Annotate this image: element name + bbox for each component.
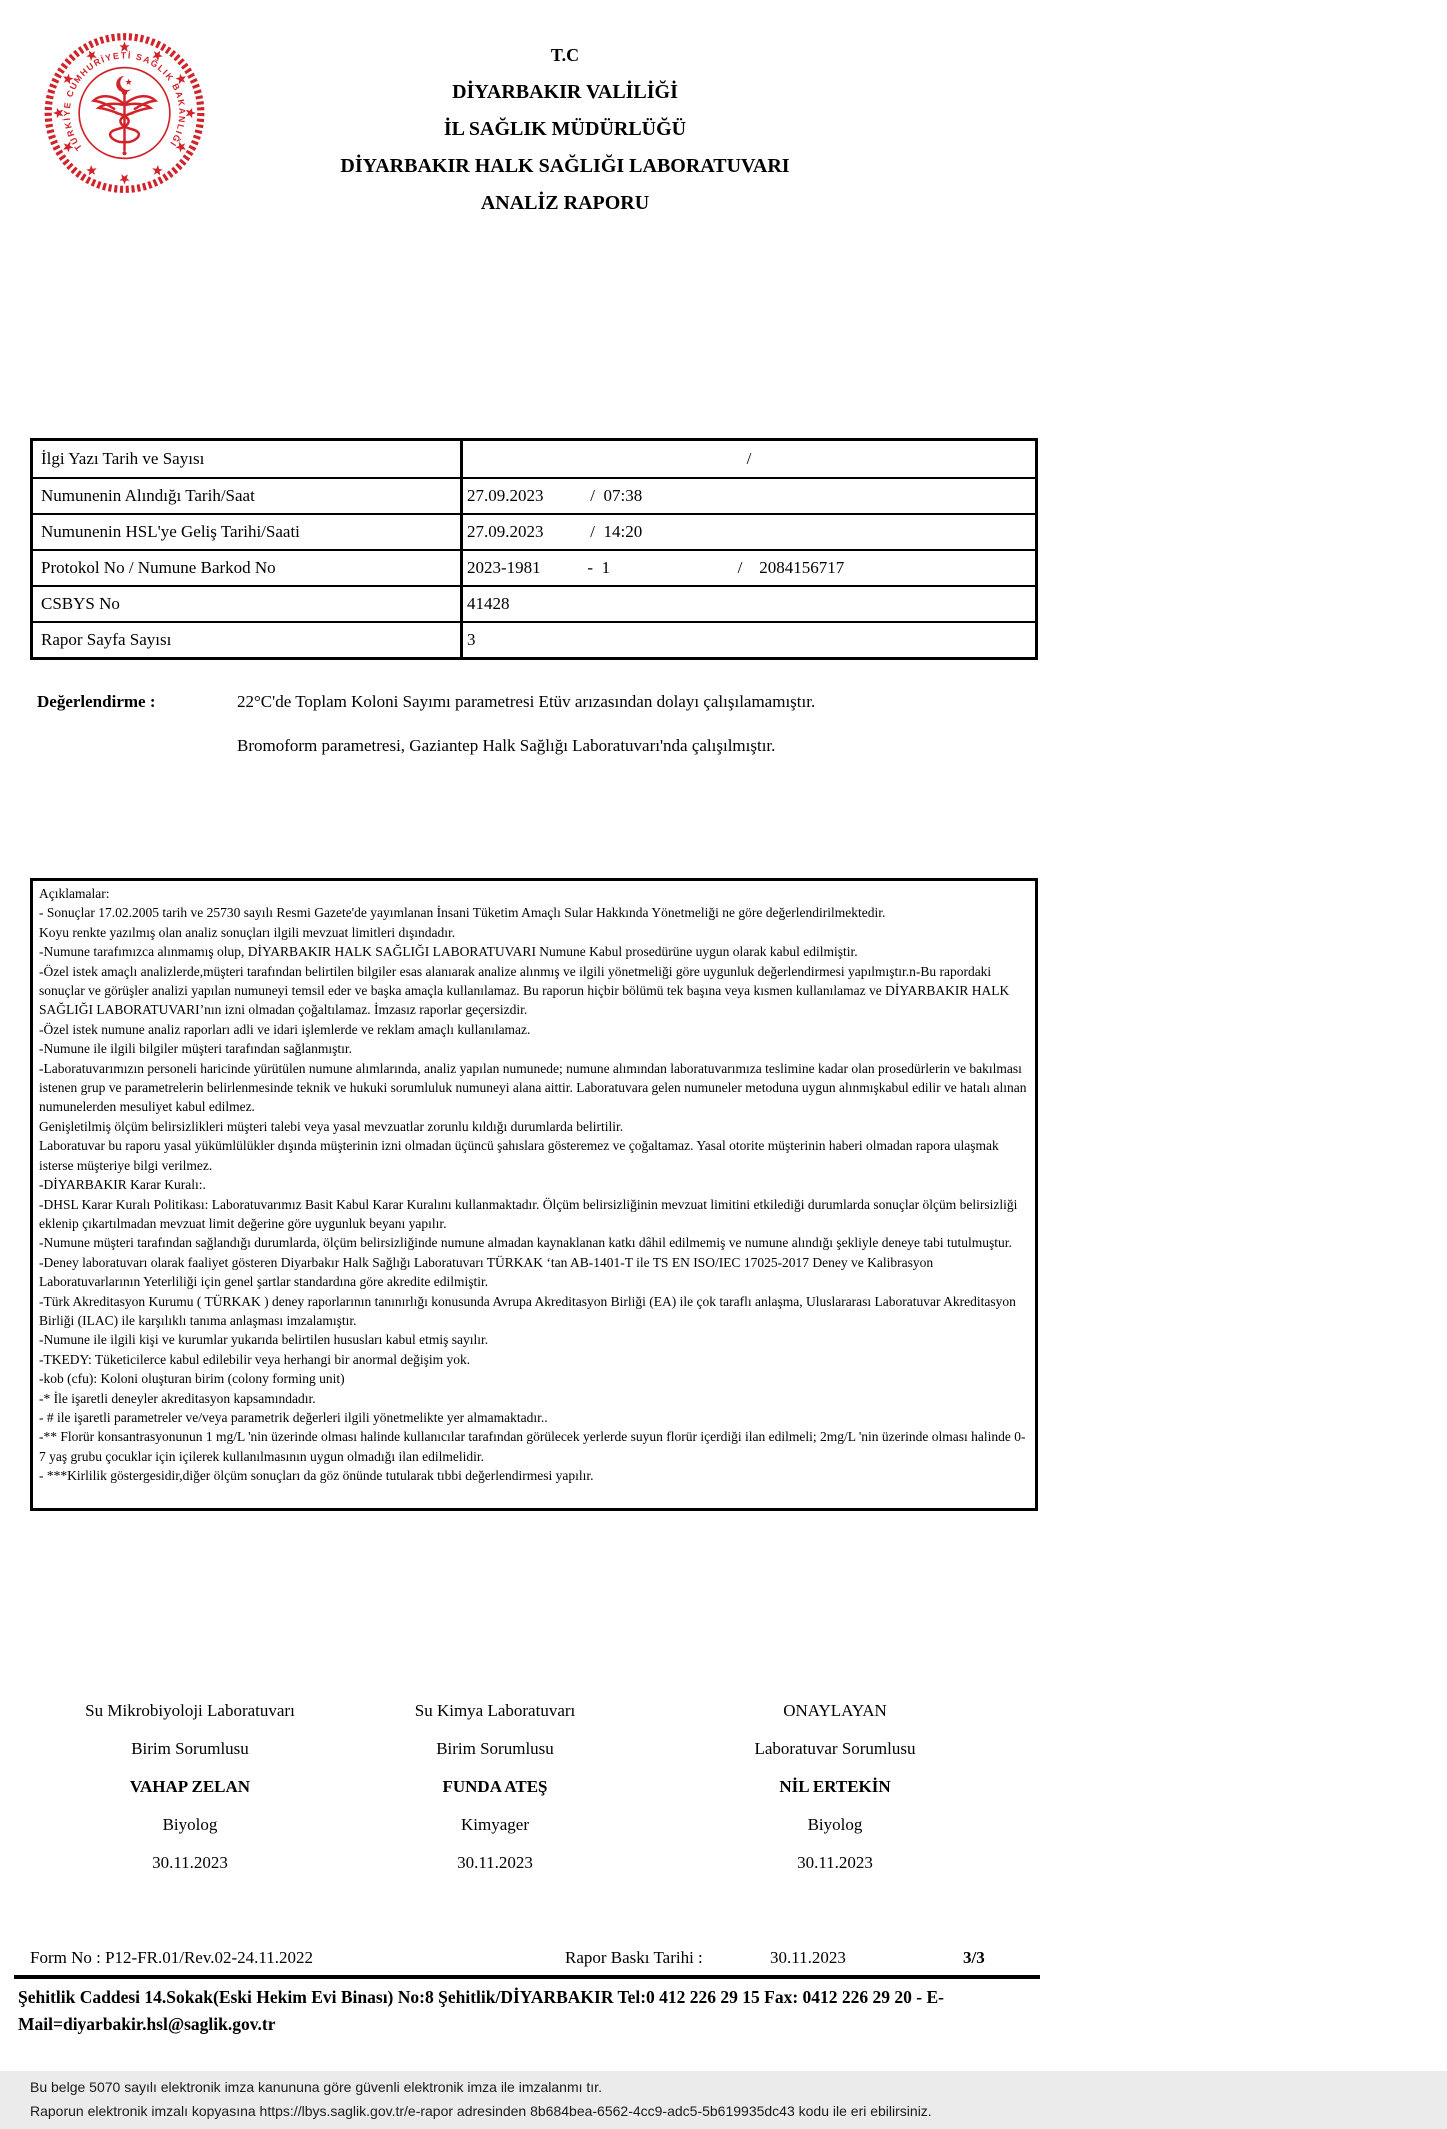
notes-title: Açıklamalar: xyxy=(39,886,110,901)
evaluation-label: Değerlendirme : xyxy=(37,692,156,711)
signature-name: NİL ERTEKİN xyxy=(779,1777,891,1796)
note-line: -** Florür konsantrasyonunun 1 mg/L 'nin üzerinde olması halinde kullanıcılar tarafından görülecek yerlerde suyun florür içerdiği ilan edilmeli; 2mg/L 'nin üzerinde olması halinde 0-7 yaş grubu çocuklar için içilerek kullanılmasının uygun olmadığı ilan edilmelidir. xyxy=(39,1429,1026,1464)
disclaimers-box xyxy=(30,878,1038,1511)
signature-unit: Su Mikrobiyoloji Laboratuvarı xyxy=(85,1701,295,1720)
footer-divider xyxy=(14,1975,1040,1979)
row-value: 27.09.2023 / 14:20 xyxy=(467,522,643,541)
signature-title: Biyolog xyxy=(807,1815,863,1834)
note-line: -Özel istek amaçlı analizlerde,müşteri tarafından belirtilen bilgiler esas alanıarak analize alınmış ve ilgili yönetmeliği göre uygunluk değerlendirmesi yapılmıştır.n-Bu rapordaki sonuçlar ve görüşler analizi yapılan numuneyi temsil eder ve başka amaçla kullanılamaz. Bu raporun hiçbir bölümü tek başına veya kısmen kullanılamaz ve DİYARBAKIR HALK SAĞLIĞI LABORATUVARI’nın izni olmadan çoğaltılamaz. İmzasız raporlar geçersizdir. xyxy=(39,963,1010,1018)
signature-title: Kimyager xyxy=(461,1815,529,1834)
note-line: -Numune ile ilgili bilgiler müşteri tarafından sağlanmıştır. xyxy=(39,1041,353,1057)
address-line-2: Mail=diyarbakir.hsl@saglik.gov.tr xyxy=(18,2014,276,2034)
signature-date: 30.11.2023 xyxy=(457,1853,533,1872)
esignature-notice-bar xyxy=(0,2071,1447,2129)
signature-role: Birim Sorumlusu xyxy=(131,1739,249,1758)
row-label: Numunenin Alındığı Tarih/Saat xyxy=(33,479,463,513)
note-line: -Numune müşteri tarafından sağlandığı durumlarda, ölçüm belirsizliğinde numune almadan kaynaklanan katkı dâhil edilmemiş ve numune alındığı şekliyle deneye tabi tutulmuştur. xyxy=(39,1235,1012,1251)
sample-info-table xyxy=(30,438,1038,660)
note-line: -Türk Akreditasyon Kurumu ( TÜRKAK ) deney raporlarının tanınırlığı konusunda Avrupa Akreditasyon Birliği (EA) ile çok taraflı anlaşma, Uluslararası Laboratuvar Akreditasyon Birliği (ILAC) ile karşılıklı tanıma anlaşması imzalamıştır. xyxy=(39,1293,1016,1328)
table-row xyxy=(33,477,1035,513)
evaluation-text-1: 22°C'de Toplam Koloni Sayımı parametresi Etüv arızasından dolayı çalışılamamıştır. xyxy=(237,692,816,711)
header-governorship: DİYARBAKIR VALİLİĞİ xyxy=(452,81,678,103)
note-line: -DİYARBAKIR Karar Kuralı:. xyxy=(39,1177,206,1193)
signature-block-microbiology xyxy=(25,1694,355,1884)
signature-title: Biyolog xyxy=(162,1815,218,1834)
footer-meta-row xyxy=(0,1948,1447,1972)
row-value: / xyxy=(746,449,752,468)
table-row xyxy=(33,621,1035,657)
print-date-value: 30.11.2023 xyxy=(770,1948,846,1967)
signature-date: 30.11.2023 xyxy=(797,1853,873,1872)
note-line: -Laboratuvarımızın personeli haricinde yürütülen numune alımlarında, analiz yapılan numunede; numune alımından laboratuvarımıza teslimine kadar olan prosedürlerin ve bakılması istenen grup ve parametrelerin belirlenmesinde teknik ve hukuki sorumluluk numuneyi alana aittir. Laboratuvara gelen numuneler metoduna uygun alınmışkabul edilir ve hatalı alınan numunelerden mesuliyet kabul edilmez. xyxy=(39,1060,1027,1115)
signature-date: 30.11.2023 xyxy=(152,1853,228,1872)
table-row xyxy=(33,585,1035,621)
row-value: 3 xyxy=(467,630,476,649)
note-line: -* İle işaretli deneyler akreditasyon kapsamındadır. xyxy=(39,1390,316,1406)
note-line: -Numune ile ilgili kişi ve kurumlar yukarıda belirtilen hususları kabul etmiş sayılır. xyxy=(39,1332,489,1348)
note-line: -TKEDY: Tüketicilerce kabul edilebilir veya herhangi bir anormal değişim yok. xyxy=(39,1351,471,1367)
page-indicator: 3/3 xyxy=(963,1948,985,1967)
signature-unit: Su Kimya Laboratuvarı xyxy=(414,1701,576,1720)
signature-unit: ONAYLAYAN xyxy=(783,1701,887,1720)
note-line: -Deney laboratuvarı olarak faaliyet gösteren Diyarbakır Halk Sağlığı Laboratuvarı TÜRKAK ‘tan AB-1401-T ile TS EN ISO/IEC 17025-2017 Deney ve Kalibrasyon Laboratuvarlarının Yeterliliği için genel şartlar standardına göre akredite edilmiştir. xyxy=(39,1254,934,1290)
signature-block-chemistry xyxy=(330,1694,660,1884)
signature-name: VAHAP ZELAN xyxy=(129,1777,251,1796)
note-line: -kob (cfu): Koloni oluşturan birim (colony forming unit) xyxy=(39,1371,345,1387)
signature-block-approver xyxy=(670,1694,1000,1884)
note-line: - ***Kirlilik göstergesidir,diğer ölçüm sonuçları da göz önünde tutularak tıbbi değerlendirmesi yapılır. xyxy=(39,1468,594,1484)
row-label: Rapor Sayfa Sayısı xyxy=(33,623,463,657)
row-value: 27.09.2023 / 07:38 xyxy=(467,486,643,505)
header-tc: T.C xyxy=(550,45,580,65)
report-header xyxy=(0,40,1130,225)
note-line: Koyu renkte yazılmış olan analiz sonuçları ilgili mevzuat limitleri dışındadır. xyxy=(39,924,456,940)
row-label: İlgi Yazı Tarih ve Sayısı xyxy=(33,441,463,477)
row-value: 2023-1981 - 1 / 2084156717 xyxy=(467,558,845,577)
note-line: - Sonuçlar 17.02.2005 tarih ve 25730 sayılı Resmi Gazete'de yayımlanan İnsani Tüketim Amaçlı Sular Hakkında Yönetmeliği ne göre değerlendirilmektedir. xyxy=(39,905,886,921)
row-value: 41428 xyxy=(467,594,510,613)
header-health-directorate: İL SAĞLIK MÜDÜRLÜĞÜ xyxy=(443,118,687,140)
laboratory-address xyxy=(18,1984,948,2038)
row-label: Numunenin HSL'ye Geliş Tarihi/Saati xyxy=(33,515,463,549)
esignature-law-text: Bu belge 5070 sayılı elektronik imza kanununa göre güvenli elektronik imza ile imzalanmı tır. xyxy=(30,2079,602,2095)
row-label: Protokol No / Numune Barkod No xyxy=(33,551,463,585)
signature-role: Birim Sorumlusu xyxy=(436,1739,554,1758)
svg-text:TÜRKİYE CUMHURİYETİ SAĞLIK BAK: TÜRKİYE CUMHURİYETİ SAĞLIK BAKANLIĞI xyxy=(61,50,188,153)
evaluation-text-2: Bromoform parametresi, Gaziantep Halk Sağlığı Laboratuvarı'nda çalışılmıştır. xyxy=(237,736,776,755)
header-laboratory: DİYARBAKIR HALK SAĞLIĞI LABORATUVARI xyxy=(340,155,790,177)
note-line: -DHSL Karar Kuralı Politikası: Laboratuvarımız Basit Kabul Karar Kuralını kullanmaktadır. Ölçüm belirsizliğinin mevzuat limitini etkilediği durumlarda sonuçlar ölçüm belirsizliği eklenip çıkartılmadan mevzuat limit değerine göre uygunluk beyanı yapılır. xyxy=(39,1196,1018,1231)
table-row xyxy=(33,513,1035,549)
note-line: Genişletilmiş ölçüm belirsizlikleri müşteri talebi veya yasal mevzuatlar zorunlu kıldığı durumlarda belirtilir. xyxy=(39,1118,624,1134)
signature-role: Laboratuvar Sorumlusu xyxy=(754,1739,916,1758)
table-row xyxy=(33,549,1035,585)
note-line: - # ile işaretli parametreler ve/veya parametrik değerleri ilgili yönetmelikte yer almamaktadır.. xyxy=(39,1409,548,1425)
address-line-1: Şehitlik Caddesi 14.Sokak(Eski Hekim Evi Binası) No:8 Şehitlik/DİYARBAKIR Tel:0 412 226 29 15 Fax: 0412 226 29 20 - E- xyxy=(18,1987,945,2007)
esignature-verification-text: Raporun elektronik imzalı kopyasına https://lbys.saglik.gov.tr/e-rapor adresinden 8b684bea-6562-4cc9-adc5-5b619935dc43 kodu ile eri ebilirsiniz. xyxy=(30,2103,932,2119)
note-line: Laboratuvar bu raporu yasal yükümlülükler dışında müşterinin izni olmadan üçüncü şahıslara gösteremez ve çoğaltamaz. Yasal otorite müşterinin haberi olmadan rapora ulaşmak isterse müşteriye bilgi verilmez. xyxy=(39,1138,999,1173)
report-title: ANALİZ RAPORU xyxy=(480,192,650,214)
note-line: -Numune tarafımızca alınmamış olup, DİYARBAKIR HALK SAĞLIĞI LABORATUVARI Numune Kabul prosedürüne uygun olarak kabul edilmiştir. xyxy=(39,944,858,960)
print-date-label: Rapor Baskı Tarihi : xyxy=(565,1948,703,1967)
note-line: -Özel istek numune analiz raporları adli ve idari işlemlerde ve reklam amaçlı kullanılamaz. xyxy=(39,1021,531,1037)
row-label: CSBYS No xyxy=(33,587,463,621)
table-row xyxy=(33,441,1035,477)
form-number: Form No : P12-FR.01/Rev.02-24.11.2022 xyxy=(30,1948,314,1967)
signature-name: FUNDA ATEŞ xyxy=(442,1777,548,1796)
